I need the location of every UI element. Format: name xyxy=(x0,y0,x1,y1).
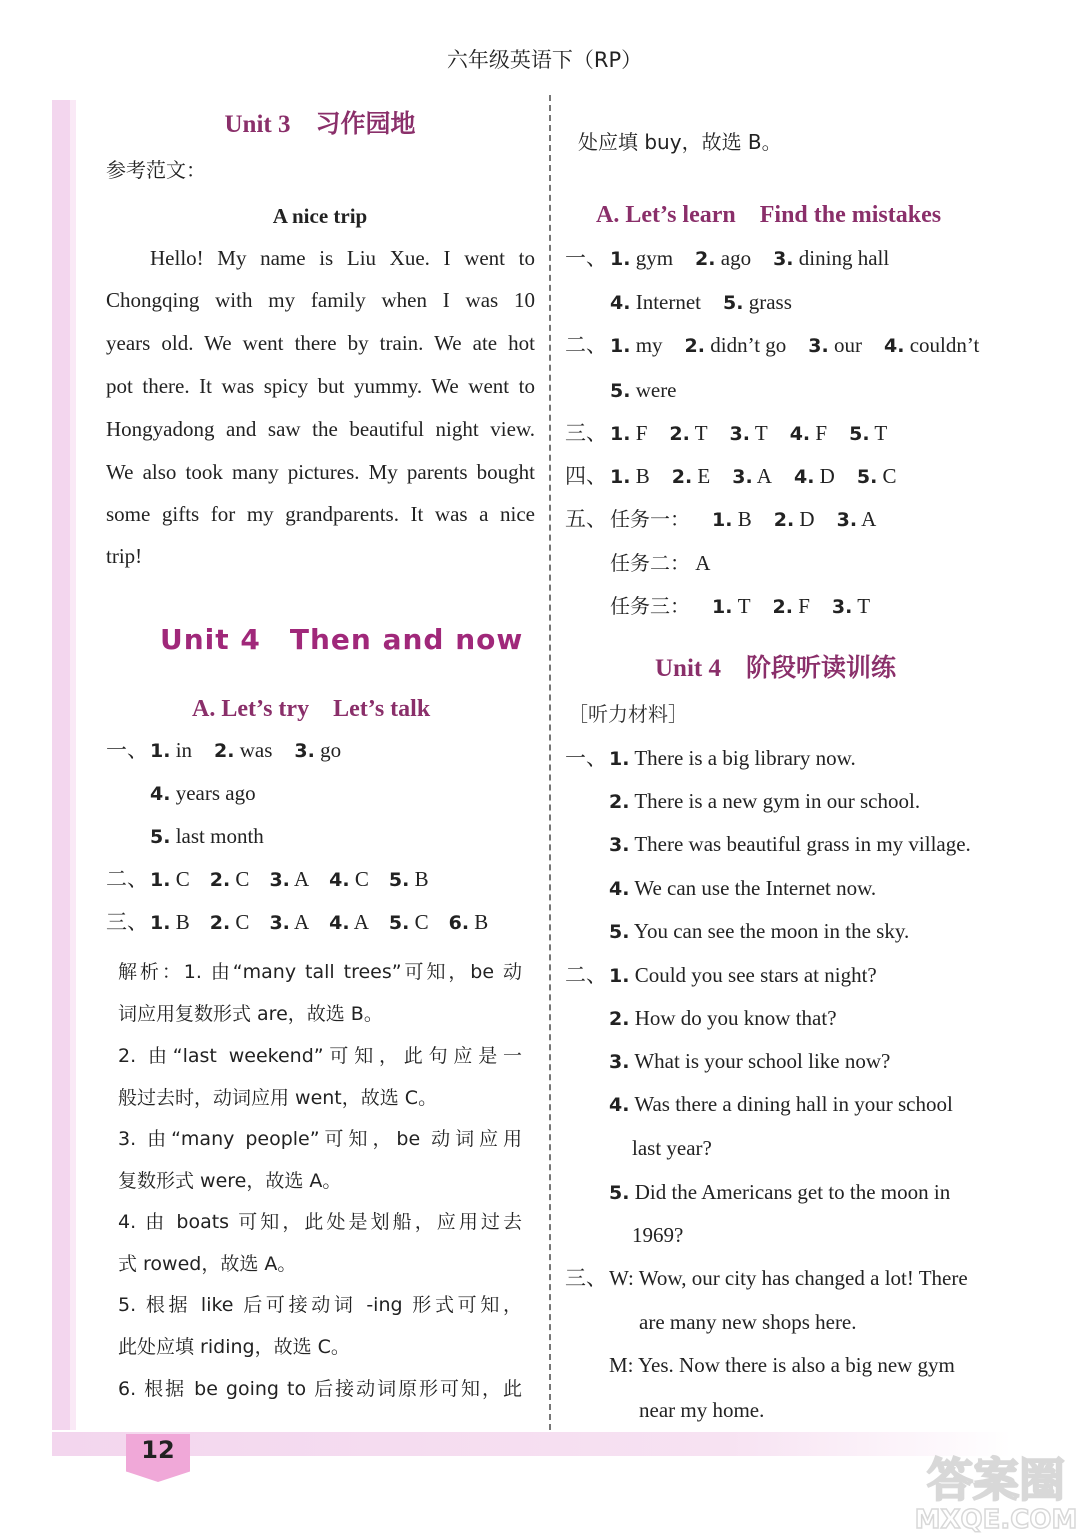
question-group-marker: 一、 xyxy=(106,738,148,762)
answer-number: 1. xyxy=(712,596,733,618)
listening-text: near my home. xyxy=(639,1398,765,1422)
answer-item xyxy=(774,507,815,531)
answer-number: 4. xyxy=(884,335,905,357)
answer-value: T xyxy=(750,421,768,445)
answer-item xyxy=(610,507,690,531)
listening-line xyxy=(565,921,909,942)
answer-number: 任务二： xyxy=(610,551,690,575)
answer-value: C xyxy=(230,867,250,891)
answer-item xyxy=(610,246,673,270)
left-q1-row xyxy=(106,740,363,761)
item-number: 4. xyxy=(609,878,630,900)
answer-value: my xyxy=(630,333,663,357)
answer-number: 2. xyxy=(209,869,231,891)
answer-number: 2. xyxy=(695,248,716,270)
answer-value: Internet xyxy=(630,290,701,314)
analysis-line: 般过去时，动词应用 went，故选 C。 xyxy=(118,1087,438,1109)
item-number: 4. xyxy=(609,1094,630,1116)
item-number: 2. xyxy=(609,791,630,813)
right-answer-row xyxy=(565,596,892,617)
listening-text: Was there a dining hall in your school xyxy=(629,1092,953,1116)
answer-number: 5. xyxy=(388,869,410,891)
left-decorative-band-inner xyxy=(70,100,76,1430)
answer-number: 3. xyxy=(269,869,290,891)
listening-text: You can see the moon in the sky. xyxy=(629,919,910,943)
svg-text:MXQE.COM: MXQE.COM xyxy=(914,1505,1078,1534)
answer-number: 任务三： xyxy=(610,594,690,618)
answer-number: 1. xyxy=(610,423,631,445)
answer-item xyxy=(269,867,309,891)
listening-text: M: Yes. Now there is also a big new gym xyxy=(609,1353,955,1377)
listening-line xyxy=(565,1355,955,1376)
listening-text: What is your school like now? xyxy=(629,1049,891,1073)
answer-item xyxy=(723,290,792,314)
item-number: 3. xyxy=(609,834,630,856)
answer-value: was xyxy=(234,738,273,762)
answer-value: A xyxy=(349,910,369,934)
page-number: 12 xyxy=(141,1436,175,1464)
essay-line: trip! xyxy=(106,544,143,568)
listening-line xyxy=(565,1400,764,1421)
answer-value: B xyxy=(732,507,752,531)
answer-value: B xyxy=(630,464,650,488)
analysis-line: 此处应填 riding，故选 C。 xyxy=(118,1336,350,1358)
answer-number: 1. xyxy=(150,869,171,891)
answer-item xyxy=(610,290,701,314)
item-number: 1. xyxy=(609,965,630,987)
answer-value: T xyxy=(869,421,888,445)
answer-item xyxy=(610,551,710,575)
answer-number: 2. xyxy=(772,596,793,618)
listening-line xyxy=(565,748,856,769)
answer-value: D xyxy=(794,507,815,531)
question-group-marker: 三、 xyxy=(106,910,148,934)
listening-line xyxy=(565,1138,712,1159)
question-group-marker: 一、 xyxy=(565,746,607,770)
left-q3-row xyxy=(106,912,508,933)
answer-value: B xyxy=(170,910,190,934)
answer-item xyxy=(712,507,752,531)
listening-line xyxy=(565,1225,683,1246)
answer-item xyxy=(150,867,190,891)
answer-value: C xyxy=(349,867,369,891)
answer-number: 5. xyxy=(849,423,870,445)
listening-line xyxy=(565,1268,968,1289)
answer-number: 3. xyxy=(269,912,290,934)
question-group-marker: 三、 xyxy=(565,1266,607,1290)
answer-value: couldn’t xyxy=(904,333,980,357)
answer-number: 4. xyxy=(150,783,171,805)
listening-text: 1969? xyxy=(632,1223,684,1247)
answer-item xyxy=(730,421,768,445)
essay-line: Hongyadong and saw the beautiful night view. xyxy=(106,417,535,441)
answer-value: A xyxy=(752,464,772,488)
answer-value: go xyxy=(314,738,342,762)
answer-number: 2. xyxy=(773,509,795,531)
answer-value: T xyxy=(852,594,871,618)
listening-text: There was beautiful grass in my village. xyxy=(629,832,971,856)
reference-essay-label: 参考范文： xyxy=(106,158,206,182)
answer-number: 3. xyxy=(831,596,853,618)
listening-text: W: Wow, our city has changed a lot! There xyxy=(609,1266,968,1290)
listening-text: There is a new gym in our school. xyxy=(629,789,921,813)
answer-value: last month xyxy=(170,824,264,848)
left-decorative-band xyxy=(52,100,70,1430)
answer-value: A xyxy=(690,551,711,575)
listening-line xyxy=(565,791,920,812)
answer-item xyxy=(669,421,707,445)
answer-number: 4. xyxy=(329,912,350,934)
answer-number: 5. xyxy=(723,292,744,314)
answer-value: years ago xyxy=(170,781,256,805)
answer-item xyxy=(389,867,429,891)
listening-text: Could you see stars at night? xyxy=(629,963,877,987)
svg-text:答案圈: 答案圈 xyxy=(927,1453,1065,1507)
listening-line xyxy=(565,965,877,986)
answer-number: 1. xyxy=(150,740,171,762)
answer-number: 3. xyxy=(732,466,753,488)
continued-analysis-line: 处应填 buy，故选 B。 xyxy=(578,130,782,154)
answer-value: were xyxy=(630,378,677,402)
answer-value: D xyxy=(814,464,835,488)
answer-item xyxy=(294,738,341,762)
answer-item xyxy=(610,333,663,357)
answer-value: ago xyxy=(715,246,752,270)
answer-item xyxy=(790,421,827,445)
answer-item xyxy=(773,594,810,618)
item-number: 1. xyxy=(609,748,630,770)
answer-number: 1. xyxy=(712,509,733,531)
analysis-line: 5. 根据 like 后可接动词 -ing 形式可知， xyxy=(118,1294,522,1316)
answer-value: C xyxy=(230,910,250,934)
listening-text: How do you know that? xyxy=(629,1006,837,1030)
answer-item xyxy=(610,464,650,488)
answer-number: 1. xyxy=(610,335,631,357)
answer-number: 4. xyxy=(610,292,631,314)
answer-value: A xyxy=(857,507,877,531)
answer-item xyxy=(150,738,192,762)
answer-number: 5. xyxy=(388,912,410,934)
answer-item xyxy=(857,464,897,488)
listening-text: are many new shops here. xyxy=(639,1310,857,1334)
answer-value: C xyxy=(877,464,897,488)
essay-title: A nice trip xyxy=(272,204,368,228)
answer-number: 2. xyxy=(684,335,705,357)
answer-item xyxy=(808,333,862,357)
answer-number: 5. xyxy=(610,380,631,402)
column-divider xyxy=(549,95,551,1430)
essay-line: some gifts for my grandparents. It was a nice xyxy=(106,502,535,526)
essay-line: We also took many pictures. My parents bought xyxy=(106,460,535,484)
answer-value: A xyxy=(289,910,310,934)
answer-item xyxy=(794,464,835,488)
answer-item xyxy=(150,824,264,848)
answer-item xyxy=(884,333,979,357)
answer-value: T xyxy=(689,421,708,445)
answer-number: 5. xyxy=(150,826,171,848)
answer-number: 1. xyxy=(610,248,631,270)
question-group-marker: 三、 xyxy=(565,421,607,445)
answer-value: gym xyxy=(630,246,674,270)
answer-item xyxy=(712,594,751,618)
analysis-line: 式 rowed，故选 A。 xyxy=(118,1253,297,1275)
listening-line xyxy=(565,878,876,899)
right-answer-row xyxy=(565,248,911,269)
watermark-logo xyxy=(906,1444,1086,1534)
answer-value: C xyxy=(170,867,190,891)
answer-value: T xyxy=(732,594,751,618)
answer-item xyxy=(610,378,677,402)
answer-number: 4. xyxy=(789,423,811,445)
analysis-line: 6. 根据 be going to 后接动词原形可知，此 xyxy=(118,1378,522,1400)
bottom-decorative-band xyxy=(52,1432,1012,1456)
item-number: 2. xyxy=(609,1008,630,1030)
answer-value: in xyxy=(170,738,193,762)
listening-text: Did the Americans get to the moon in xyxy=(629,1180,951,1204)
analysis-line: 2. 由“last weekend”可知，此句应是一 xyxy=(118,1045,522,1067)
right-answer-row xyxy=(565,509,898,530)
unit4-title: Unit 4 Then and now xyxy=(160,623,524,656)
answer-item xyxy=(610,594,690,618)
listening-line xyxy=(565,1182,950,1203)
listening-line xyxy=(565,1094,953,1115)
answer-item xyxy=(389,910,429,934)
answer-item xyxy=(329,867,369,891)
answer-item xyxy=(210,867,250,891)
listening-text: There is a big library now. xyxy=(629,746,856,770)
analysis-line: 复数形式 were，故选 A。 xyxy=(118,1170,342,1192)
answer-number: 2. xyxy=(669,423,690,445)
listening-line xyxy=(565,1312,857,1333)
listening-text: last year? xyxy=(632,1136,712,1160)
answer-value: dining hall xyxy=(793,246,890,270)
listening-text: We can use the Internet now. xyxy=(629,876,877,900)
answer-number: 2. xyxy=(209,912,231,934)
right-answer-row xyxy=(565,292,814,313)
answer-number: 2. xyxy=(671,466,693,488)
answer-number: 3. xyxy=(773,248,794,270)
answer-item xyxy=(695,246,751,270)
question-group-marker: 二、 xyxy=(565,333,607,357)
answer-item xyxy=(150,781,256,805)
answer-value: A xyxy=(289,867,310,891)
left-q1-row xyxy=(106,826,286,847)
right-answer-row xyxy=(565,335,1001,356)
question-group-marker: 二、 xyxy=(106,867,148,891)
item-number: 3. xyxy=(609,1051,630,1073)
answer-number: 3. xyxy=(729,423,750,445)
listening-line xyxy=(565,1051,890,1072)
question-group-marker: 一、 xyxy=(565,246,607,270)
section-lets-try-talk: A. Let’s try Let’s talk xyxy=(192,696,431,722)
answer-item xyxy=(150,910,190,934)
right-answer-row xyxy=(565,466,919,487)
essay-line: Hello! My name is Liu Xue. I went to xyxy=(150,246,535,270)
answer-number: 6. xyxy=(448,912,470,934)
analysis-line: 词应用复数形式 are，故选 B。 xyxy=(118,1003,383,1025)
answer-number: 3. xyxy=(808,335,829,357)
answer-value: B xyxy=(409,867,429,891)
answer-item xyxy=(732,464,772,488)
answer-item xyxy=(773,246,889,270)
page-header: 六年级英语下（RP） xyxy=(446,48,643,72)
answer-value: F xyxy=(792,594,810,618)
listening-line xyxy=(565,834,971,855)
answer-number: 3. xyxy=(294,740,315,762)
right-answer-row xyxy=(565,423,909,444)
analysis-line: 4. 由 boats 可知，此处是划船，应用过去 xyxy=(118,1211,522,1233)
answer-number: 1. xyxy=(610,466,631,488)
listening-material-label: ［听力材料］ xyxy=(568,702,688,726)
unit4-listening-title: Unit 4 阶段听读训练 xyxy=(655,655,896,682)
answer-item xyxy=(837,507,877,531)
answer-value: C xyxy=(409,910,429,934)
answer-value: grass xyxy=(743,290,792,314)
essay-line: pot there. It was spicy but yummy. We went to xyxy=(106,374,535,398)
answer-item xyxy=(269,910,309,934)
right-answer-row xyxy=(565,553,732,574)
answer-number: 4. xyxy=(329,869,350,891)
answer-number: 2. xyxy=(214,740,235,762)
answer-value: F xyxy=(630,421,648,445)
left-q1-row xyxy=(106,783,278,804)
answer-item xyxy=(214,738,272,762)
answer-value: B xyxy=(469,910,489,934)
section-lets-learn: A. Let’s learn Find the mistakes xyxy=(596,202,942,228)
answer-value: F xyxy=(810,421,828,445)
answer-value: didn’t go xyxy=(705,333,787,357)
analysis-line: 3. 由“many people”可知，be 动词应用 xyxy=(118,1128,522,1150)
answer-value: E xyxy=(692,464,711,488)
analysis-line: 解析：1. 由“many tall trees”可知，be 动 xyxy=(118,961,522,983)
item-number: 5. xyxy=(609,921,630,943)
left-q2-row xyxy=(106,869,449,890)
item-number: 5. xyxy=(609,1182,630,1204)
answer-number: 1. xyxy=(150,912,171,934)
answer-item xyxy=(849,421,887,445)
answer-item xyxy=(832,594,870,618)
question-group-marker: 四、 xyxy=(565,464,607,488)
question-group-marker: 五、 xyxy=(565,507,607,531)
answer-item xyxy=(329,910,369,934)
essay-line: years old. We went there by train. We ate hot xyxy=(106,331,535,355)
answer-item xyxy=(672,464,711,488)
right-answer-row xyxy=(565,380,699,401)
answer-item xyxy=(210,910,250,934)
unit3-title: Unit 3 习作园地 xyxy=(224,111,416,138)
question-group-marker: 二、 xyxy=(565,963,607,987)
answer-value: our xyxy=(828,333,862,357)
answer-number: 5. xyxy=(856,466,878,488)
answer-item xyxy=(610,421,647,445)
answer-number: 4. xyxy=(793,466,815,488)
answer-number: 3. xyxy=(836,509,858,531)
answer-item xyxy=(449,910,489,934)
answer-number: 任务一： xyxy=(610,507,690,531)
answer-item xyxy=(685,333,787,357)
listening-line xyxy=(565,1008,837,1029)
essay-line: Chongqing with my family when I was 10 xyxy=(106,288,535,312)
